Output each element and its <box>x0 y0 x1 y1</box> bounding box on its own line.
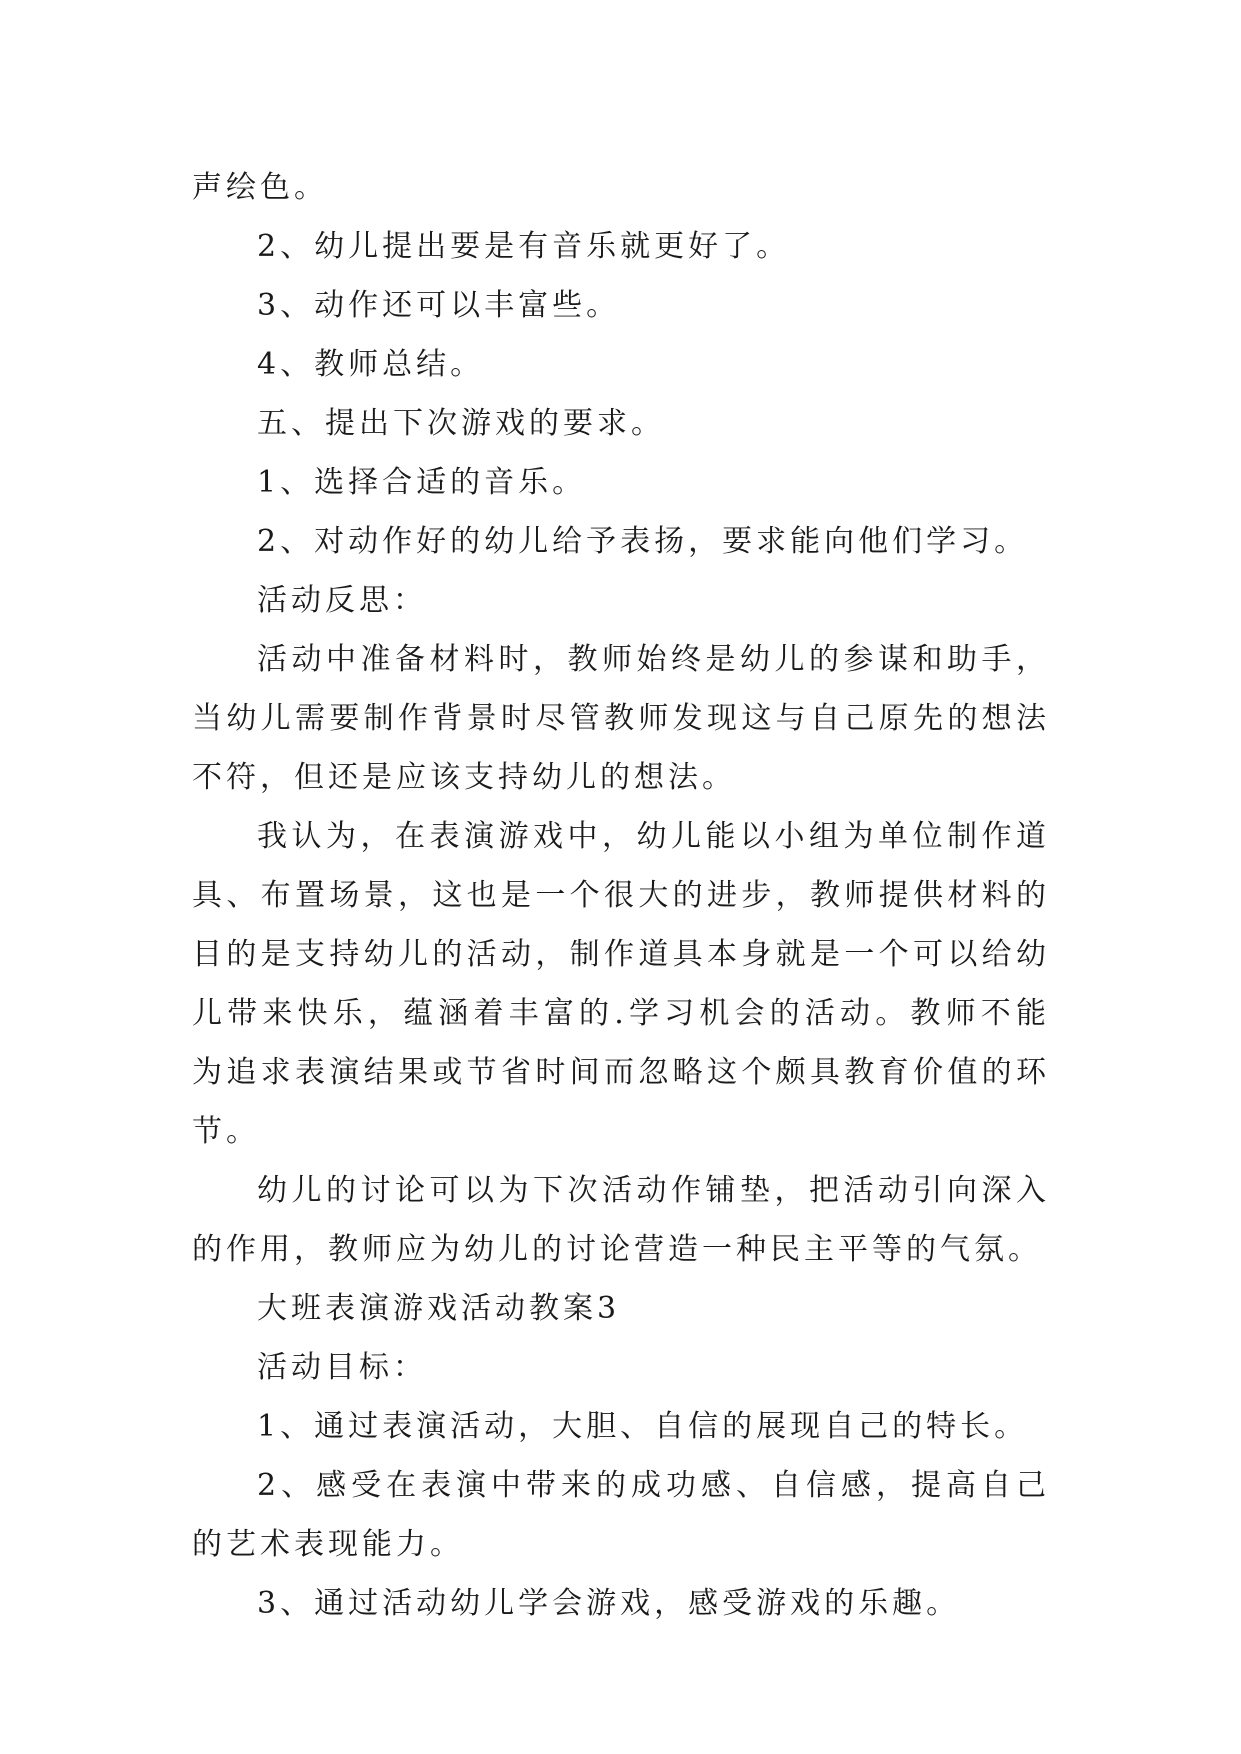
paragraph: 3、动作还可以丰富些。 <box>257 288 621 323</box>
paragraph: 活动中准备材料时，教师始终是幼儿的参谋和助手，当幼儿需要制作背景时尽管教师发现这与自己原先的想法不符，但还是应该支持幼儿的想法。 <box>192 642 1050 795</box>
document-body <box>192 158 1050 1633</box>
paragraph: 2、幼儿提出要是有音乐就更好了。 <box>257 229 791 264</box>
document-title: 大班表演游戏活动教案3 <box>257 1291 621 1326</box>
paragraph: 2、对动作好的幼儿给予表扬，要求能向他们学习。 <box>257 524 1029 559</box>
paragraph: 幼儿的讨论可以为下次活动作铺垫，把活动引向深入的作用，教师应为幼儿的讨论营造一种民主平等的气氛。 <box>192 1173 1050 1267</box>
paragraph: 1、通过表演活动，大胆、自信的展现自己的特长。 <box>257 1409 1029 1444</box>
paragraph: 3、通过活动幼儿学会游戏，感受游戏的乐趣。 <box>257 1586 961 1621</box>
section-heading: 活动目标： <box>257 1350 427 1385</box>
section-heading: 活动反思： <box>257 583 427 618</box>
paragraph: 4、教师总结。 <box>257 347 485 382</box>
section-heading: 五、提出下次游戏的要求。 <box>257 406 665 441</box>
paragraph: 我认为，在表演游戏中，幼儿能以小组为单位制作道具、布置场景，这也是一个很大的进步，教师提供材料的目的是支持幼儿的活动，制作道具本身就是一个可以给幼儿带来快乐，蕴涵着丰富的.学习机会的活动。教师不能为追求表演结果或节省时间而忽略这个颇具教育价值的环节。 <box>192 819 1050 1149</box>
paragraph: 1、选择合适的音乐。 <box>257 465 587 500</box>
paragraph: 声绘色。 <box>192 170 328 205</box>
paragraph: 2、感受在表演中带来的成功感、自信感，提高自己的艺术表现能力。 <box>192 1468 1050 1562</box>
